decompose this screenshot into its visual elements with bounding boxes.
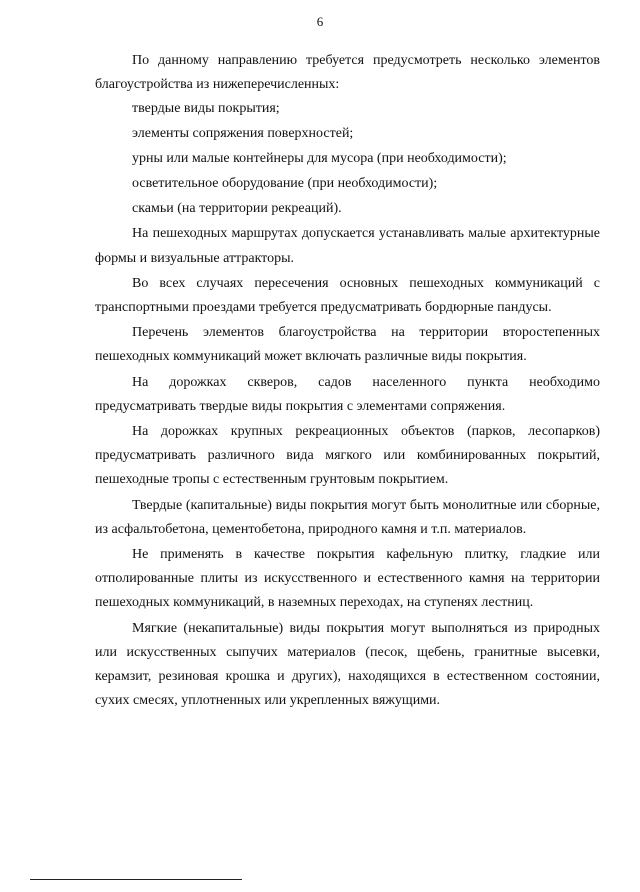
page-number: 6 [316, 14, 324, 29]
list-item: скамьи (на территории рекреаций). [132, 201, 342, 217]
body-text [95, 49, 600, 713]
paragraph: На дорожках крупных рекреационных объектов (парков, лесопарков) предусматривать различного вида мягкого или комбинированных покрытий, пешеходные тропы с естественным грунтовым покрытием. [95, 424, 600, 488]
footnote-divider [30, 879, 242, 880]
paragraph: Перечень элементов благоустройства на территории второстепенных пешеходных коммуникаций может включать различные виды покрытия. [95, 325, 600, 365]
paragraph: Не применять в качестве покрытия кафельную плитку, гладкие или отполированные плиты из искусственного и естественного камня на территории пешеходных коммуникаций, в наземных переходах, на ступенях лестниц. [95, 547, 600, 611]
list-item: урны или малые контейнеры для мусора (при необходимости); [132, 151, 507, 167]
paragraph: На пешеходных маршрутах допускается устанавливать малые архитектурные формы и визуальные аттракторы. [95, 226, 600, 266]
list-item: осветительное оборудование (при необходимости); [132, 176, 438, 192]
paragraph: Во всех случаях пересечения основных пешеходных коммуникаций с транспортными проездами требуется предусматривать бордюрные пандусы. [95, 275, 600, 316]
paragraph: Твердые (капитальные) виды покрытия могут быть монолитные или сборные, из асфальтобетона, цементобетона, природного камня и т.п. материалов. [95, 497, 600, 537]
elements-list [95, 97, 600, 221]
paragraph: Мягкие (некапитальные) виды покрытия могут выполняться из природных или искусственных сыпучих материалов (песок, щебень, гранитные высевки, керамзит, резиновая крошка и других), находящихся в естественном состоянии, сухих смесях, уплотненных или укрепленных вяжущими. [95, 620, 600, 709]
paragraph: На дорожках скверов, садов населенного пункта необходимо предусматривать твердые виды покрытия с элементами сопряжения. [95, 374, 600, 414]
list-item: твердые виды покрытия; [132, 101, 280, 117]
intro-paragraph: По данному направлению требуется предусмотреть несколько элементов благоустройства из нижеперечисленных: [95, 53, 600, 93]
list-item: элементы сопряжения поверхностей; [132, 126, 354, 142]
